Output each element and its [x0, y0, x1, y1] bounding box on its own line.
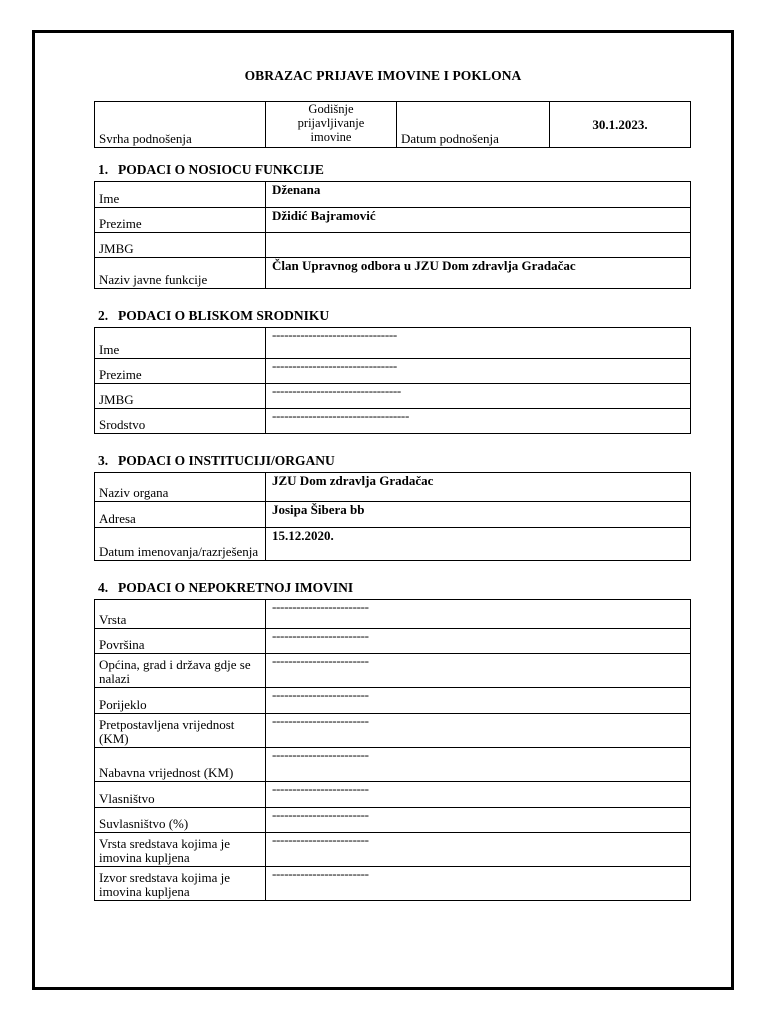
field-label: Izvor sredstava kojima je imovina kupljena	[95, 867, 266, 901]
section-1-heading	[98, 162, 324, 178]
section-title: PODACI O NOSIOCU FUNKCIJE	[118, 162, 324, 177]
section-number: 2.	[98, 308, 109, 323]
field-value: ------------------------	[266, 688, 691, 714]
field-label: Općina, grad i država gdje se nalazi	[95, 654, 266, 688]
field-label: Prezime	[95, 208, 266, 233]
submission-header-table	[94, 101, 691, 148]
field-label: Pretpostavljena vrijednost (KM)	[95, 714, 266, 748]
field-value: ------------------------	[266, 748, 691, 782]
section-number: 3.	[98, 453, 109, 468]
field-label: Porijeklo	[95, 688, 266, 714]
field-value: ------------------------	[266, 833, 691, 867]
section-4-heading	[98, 580, 354, 596]
field-value: -------------------------------	[266, 328, 691, 359]
field-value: Džidić Bajramović	[266, 208, 691, 233]
purpose-value: Godišnje prijavljivanje imovine	[266, 102, 397, 148]
field-label: Ime	[95, 182, 266, 208]
field-value: Josipa Šibera bb	[266, 502, 691, 528]
section-3-heading	[98, 453, 335, 469]
date-value: 30.1.2023.	[550, 102, 691, 148]
field-value: ------------------------	[266, 867, 691, 901]
field-value: ----------------------------------	[266, 409, 691, 434]
field-value: -------------------------------	[266, 359, 691, 384]
field-value: ------------------------	[266, 808, 691, 833]
field-value: ------------------------	[266, 654, 691, 688]
field-value: Član Upravnog odbora u JZU Dom zdravlja Gradačac	[266, 258, 691, 289]
field-value: ------------------------	[266, 600, 691, 629]
purpose-label: Svrha podnošenja	[95, 102, 266, 148]
section-title: PODACI O BLISKOM SRODNIKU	[118, 308, 330, 323]
field-label: Vlasništvo	[95, 782, 266, 808]
section-1-table	[94, 181, 691, 289]
field-label: Suvlasništvo (%)	[95, 808, 266, 833]
field-label: Ime	[95, 328, 266, 359]
date-label: Datum podnošenja	[397, 102, 550, 148]
field-value: ------------------------	[266, 629, 691, 654]
field-label: Površina	[95, 629, 266, 654]
section-3-table	[94, 472, 691, 561]
field-label: Srodstvo	[95, 409, 266, 434]
section-number: 1.	[98, 162, 109, 177]
field-value: ------------------------	[266, 782, 691, 808]
field-label: Adresa	[95, 502, 266, 528]
section-4-table	[94, 599, 691, 901]
field-label: JMBG	[95, 233, 266, 258]
field-label: Prezime	[95, 359, 266, 384]
section-2-table	[94, 327, 691, 434]
field-label: Naziv javne funkcije	[95, 258, 266, 289]
field-label: Vrsta sredstava kojima je imovina kupljena	[95, 833, 266, 867]
section-title: PODACI O NEPOKRETNOJ IMOVINI	[118, 580, 354, 595]
field-value: Dženana	[266, 182, 691, 208]
section-title: PODACI O INSTITUCIJI/ORGANU	[118, 453, 335, 468]
field-label: Naziv organa	[95, 473, 266, 502]
section-number: 4.	[98, 580, 109, 595]
field-value: 15.12.2020.	[266, 528, 691, 561]
field-label: Nabavna vrijednost (KM)	[95, 748, 266, 782]
field-value: JZU Dom zdravlja Gradačac	[266, 473, 691, 502]
field-value: ------------------------	[266, 714, 691, 748]
field-label: JMBG	[95, 384, 266, 409]
field-label: Datum imenovanja/razrješenja	[95, 528, 266, 561]
section-2-heading	[98, 308, 330, 324]
field-label: Vrsta	[95, 600, 266, 629]
form-title: OBRAZAC PRIJAVE IMOVINE I POKLONA	[244, 68, 522, 83]
field-value	[266, 233, 691, 258]
field-value: --------------------------------	[266, 384, 691, 409]
